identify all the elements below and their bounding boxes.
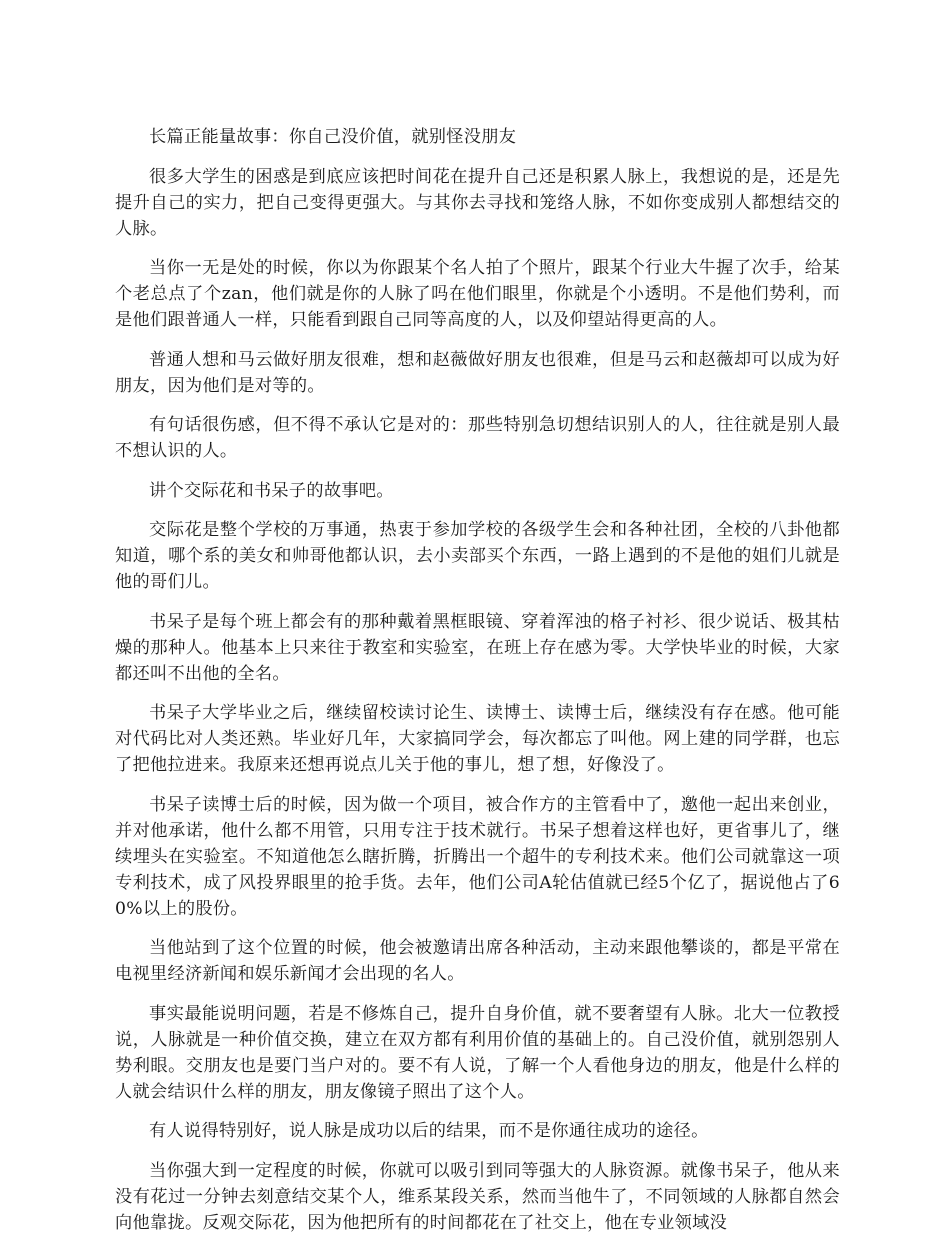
paragraph: 当你强大到一定程度的时候，你就可以吸引到同等强大的人脉资源。就像书呆子，他从来没有花过一分钟去刻意结交某个人，维系某段关系，然而当他牛了，不同领域的人脉都自然会向他靠拢。反观交际花，因为他把所有的时间都花在了社交上，他在专业领域没 <box>115 1160 840 1233</box>
paragraph: 当你一无是处的时候，你以为你跟某个名人拍了个照片，跟某个行业大牛握了次手，给某个老总点了个zan，他们就是你的人脉了吗在他们眼里，你就是个小透明。不是他们势利，而是他们跟普通人一样，只能看到跟自己同等高度的人，以及仰望站得更高的人。 <box>115 258 840 330</box>
paragraph: 书呆子读博士后的时候，因为做一个项目，被合作方的主管看中了，邀他一起出来创业，并对他承诺，他什么都不用管，只用专注于技术就行。书呆子想着这样也好，更省事儿了，继续埋头在实验室。不知道他怎么瞎折腾，折腾出一个超牛的专利技术来。他们公司就靠这一项专利技术，成了风投界眼里的抢手货。去年，他们公司A轮估值就已经5个亿了，据说他占了60%以上的股份。 <box>115 794 840 919</box>
document-title: 长篇正能量故事：你自己没价值，就别怪没朋友 <box>149 127 517 147</box>
document-body <box>115 124 840 1249</box>
paragraph: 当他站到了这个位置的时候，他会被邀请出席各种活动，主动来跟他攀谈的，都是平常在电视里经济新闻和娱乐新闻才会出现的名人。 <box>115 938 840 984</box>
paragraph: 书呆子是每个班上都会有的那种戴着黑框眼镜、穿着浑浊的格子衬衫、很少说话、极其枯燥的那种人。他基本上只来往于教室和实验室，在班上存在感为零。大学快毕业的时候，大家都还叫不出他的全名。 <box>115 611 840 684</box>
paragraph: 有人说得特别好，说人脉是成功以后的结果，而不是你通往成功的途径。 <box>149 1121 709 1141</box>
paragraph: 书呆子大学毕业之后，继续留校读讨论生、读博士、读博士后，继续没有存在感。他可能对代码比对人类还熟。毕业好几年，大家搞同学会，每次都忘了叫他。网上建的同学群，也忘了把他拉进来。我原来还想再说点儿关于他的事儿，想了想，好像没了。 <box>115 703 840 775</box>
paragraph: 普通人想和马云做好朋友很难，想和赵薇做好朋友也很难，但是马云和赵薇却可以成为好朋友，因为他们是对等的。 <box>115 349 840 396</box>
paragraph: 讲个交际花和书呆子的故事吧。 <box>149 480 394 501</box>
paragraph: 有句话很伤感，但不得不承认它是对的：那些特别急切想结识别人的人，往往就是别人最不想认识的人。 <box>115 415 840 461</box>
paragraph: 交际花是整个学校的万事通，热衷于参加学校的各级学生会和各种社团，全校的八卦他都知道，哪个系的美女和帅哥他都认识，去小卖部买个东西，一路上遇到的不是他的姐们儿就是他的哥们儿。 <box>115 520 840 592</box>
paragraph: 事实最能说明问题，若是不修炼自己，提升自身价值，就不要奢望有人脉。北大一位教授说，人脉就是一种价值交换，建立在双方都有利用价值的基础上的。自己没价值，就别怨别人势利眼。交朋友也是要门当户对的。要不有人说，了解一个人看他身边的朋友，他是什么样的人就会结识什么样的朋友，朋友像镜子照出了这个人。 <box>115 1003 840 1102</box>
paragraph: 很多大学生的困惑是到底应该把时间花在提升自己还是积累人脉上，我想说的是，还是先提升自己的实力，把自己变得更强大。与其你去寻找和笼络人脉，不如你变成别人都想结交的人脉。 <box>115 166 840 239</box>
